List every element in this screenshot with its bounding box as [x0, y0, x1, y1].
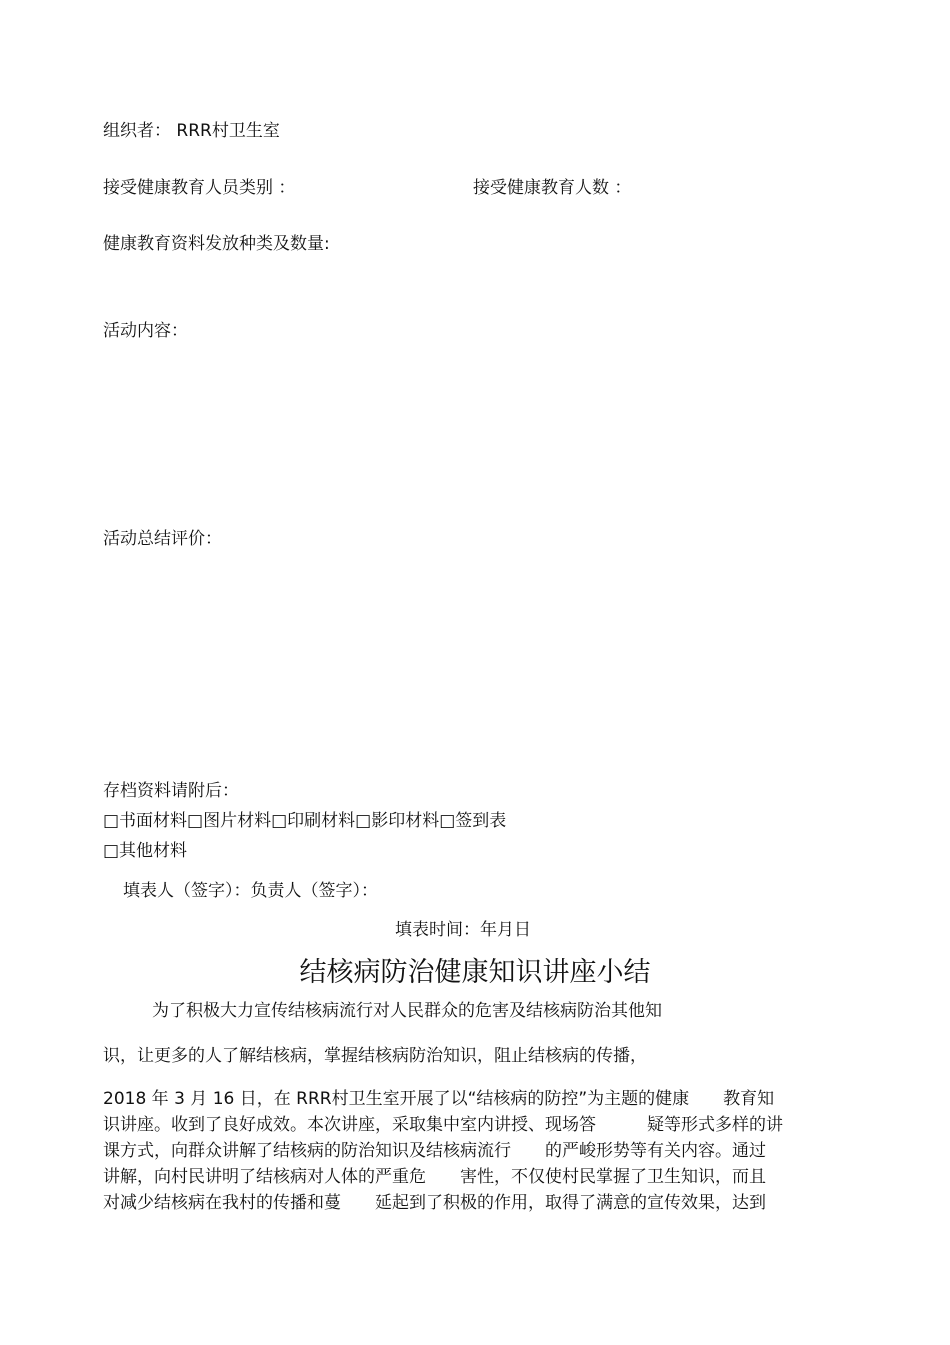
archive-options: □书面材料□图片材料□印刷材料□影印材料□签到表	[103, 811, 507, 831]
archive-label: 存档资料请附后：	[103, 781, 239, 801]
activity-evaluation-field: 活动总结评价：	[103, 529, 222, 549]
summary-paragraph-1-line-2: 识，让更多的人了解结核病，掌握结核病防治知识，阻止结核病的传播，	[103, 1046, 647, 1066]
activity-content-field: 活动内容：	[103, 321, 188, 341]
summary-paragraph-2-line: 讲解，向村民讲明了结核病对人体的严重危 害性，不仅使村民掌握了卫生知识，而且	[103, 1167, 766, 1187]
summary-title: 结核病防治健康知识讲座小结	[299, 957, 651, 988]
audience-count-field: 接受健康教育人数 ：	[473, 178, 632, 198]
summary-paragraph-2	[103, 1086, 848, 1216]
archive-other: □其他材料	[103, 841, 188, 861]
audience-type-field: 接受健康教育人员类别 ：	[103, 178, 296, 198]
summary-paragraph-2-line: 识讲座。收到了良好成效。本次讲座，采取集中室内讲授、现场答 疑等形式多样的讲	[103, 1115, 783, 1135]
materials-field: 健康教育资料发放种类及数量:	[103, 234, 330, 254]
summary-paragraph-2-line: 2018 年 3 月 16 日，在 RRR村卫生室开展了以“结核病的防控”为主题的健康 教育知	[103, 1089, 775, 1109]
signatures: 填表人（签字）：负责人（签字）：	[123, 881, 378, 901]
fill-time: 填表时间：年月日	[395, 920, 531, 940]
summary-paragraph-2-line: 对减少结核病在我村的传播和蔓 延起到了积极的作用，取得了满意的宣传效果，达到	[103, 1193, 766, 1213]
summary-paragraph-2-line: 课方式，向群众讲解了结核病的防治知识及结核病流行 的严峻形势等有关内容。通过	[103, 1141, 766, 1161]
organizer-field: 组织者： RRR村卫生室	[103, 121, 280, 141]
summary-paragraph-1-line-1: 为了积极大力宣传结核病流行对人民群众的危害及结核病防治其他知	[152, 1001, 662, 1021]
